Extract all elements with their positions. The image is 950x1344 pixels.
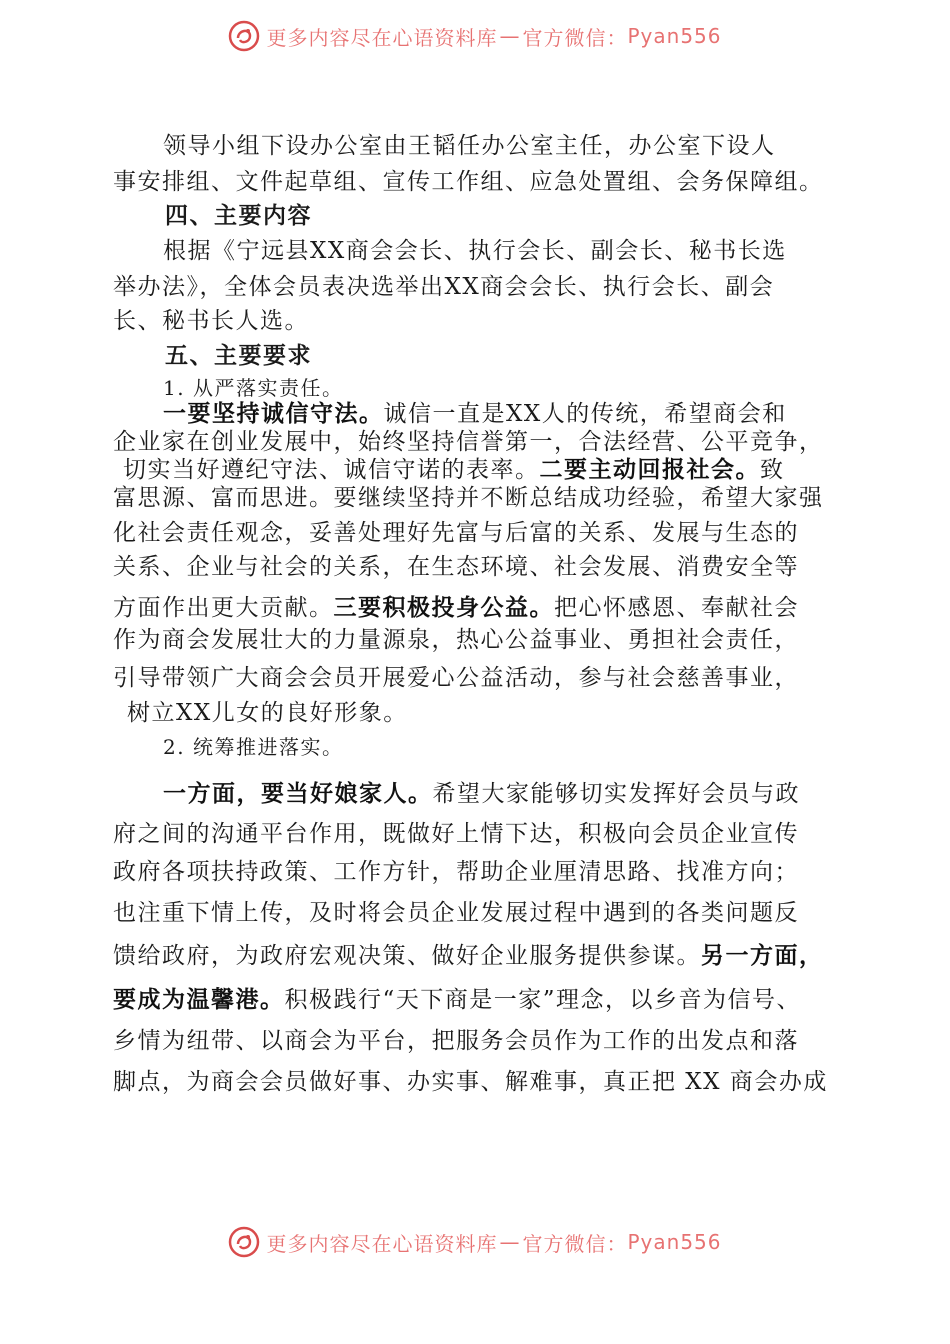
text-run: 五、主要要求	[165, 342, 312, 369]
text-run: 1. 从严落实责任。	[163, 376, 344, 400]
bold-lead-phrase: 一方面，要当好娘家人。	[163, 781, 433, 807]
text-line	[113, 816, 799, 852]
watermark-contact-label: 官方微信：	[522, 25, 628, 50]
text-line	[113, 269, 774, 305]
text-line	[113, 1064, 828, 1100]
text-line	[113, 590, 799, 626]
text-line	[163, 128, 776, 164]
text-run: 希望大家能够切实发挥好会员与政	[432, 781, 800, 807]
text-run: 引导带领广大商会会员开展爱心公益活动，参与社会慈善事业，	[113, 665, 799, 691]
bold-lead-phrase: 一要坚持诚信守法。	[163, 401, 384, 427]
watermark-brand: 更多内容尽在心语资料库	[266, 25, 498, 50]
bold-lead-phrase: 另一方面，	[701, 943, 824, 969]
text-line	[113, 895, 799, 931]
text-line	[163, 776, 800, 812]
text-run: 2. 统筹推进落实。	[163, 735, 344, 759]
section-heading	[165, 198, 312, 234]
brand-logo-icon	[228, 1226, 260, 1258]
text-run: 树立XX儿女的良好形象。	[127, 700, 408, 726]
text-run: 也注重下情上传，及时将会员企业发展过程中遇到的各类问题反	[113, 900, 799, 926]
text-run: 领导小组下设办公室由王韬任办公室主任，办公室下设人	[163, 133, 776, 159]
bold-lead-phrase: 二要主动回报社会。	[539, 457, 760, 483]
text-run: 事安排组、文件起草组、宣传工作组、应急处置组、会务保障组。	[113, 169, 824, 195]
text-line	[127, 695, 408, 731]
watermark-brand: 更多内容尽在心语资料库	[266, 1231, 498, 1256]
brand-logo-icon	[228, 20, 260, 52]
watermark-contact-id: Pyan556	[627, 24, 722, 48]
text-run: 致	[760, 457, 785, 483]
text-run: 作为商会发展壮大的力量源泉，热心公益事业、勇担社会责任，	[113, 627, 799, 653]
text-run: 四、主要内容	[165, 202, 312, 229]
text-run: 长、秘书长人选。	[113, 308, 309, 334]
text-line	[113, 164, 824, 200]
text-line	[113, 1023, 799, 1059]
text-run: 积极践行“天下商是一家”理念，以乡音为信号、	[284, 987, 802, 1013]
watermark-contact-label: 官方微信：	[522, 1231, 628, 1256]
text-run: 府之间的沟通平台作用，既做好上情下达，积极向会员企业宣传	[113, 821, 799, 847]
watermark-footer	[0, 1222, 950, 1262]
section-heading	[165, 338, 312, 374]
text-line	[113, 549, 799, 585]
text-run: 方面作出更大贡献。	[113, 595, 334, 621]
text-run: 乡情为纽带、以商会为平台，把服务会员作为工作的出发点和落	[113, 1028, 799, 1054]
watermark-contact-id: Pyan556	[627, 1230, 722, 1254]
text-run: 诚信一直是XX人的传统，希望商会和	[383, 401, 787, 427]
text-line	[113, 480, 824, 516]
text-line	[113, 660, 799, 696]
subsection-heading	[163, 729, 343, 765]
text-line	[113, 515, 799, 551]
watermark-separator: —	[499, 1230, 521, 1254]
text-run: 关系、企业与社会的关系，在生态环境、社会发展、消费安全等	[113, 554, 799, 580]
watermark-header	[0, 16, 950, 56]
watermark-separator: —	[499, 24, 521, 48]
text-line	[113, 854, 799, 890]
text-run: 政府各项扶持政策、工作方针，帮助企业厘清思路、找准方向；	[113, 859, 799, 885]
text-run: 切实当好遵纪守法、诚信守诺的表率。	[123, 457, 540, 483]
text-run: 把心怀感恩、奉献社会	[554, 595, 799, 621]
text-run: 举办法》，全体会员表决选举出XX商会会长、执行会长、副会	[113, 274, 775, 300]
bold-lead-phrase: 三要积极投身公益。	[333, 595, 554, 621]
text-line	[113, 982, 801, 1018]
text-line	[113, 303, 309, 339]
bold-lead-phrase: 要成为温馨港。	[113, 987, 285, 1013]
text-run: 馈给政府，为政府宏观决策、做好企业服务提供参谋。	[113, 943, 701, 969]
text-run: 脚点，为商会会员做好事、办实事、解难事，真正把 XX 商会办成	[113, 1069, 828, 1095]
text-run: 企业家在创业发展中，始终坚持信誉第一，合法经营、公平竞争，	[113, 429, 824, 455]
text-line	[113, 938, 824, 974]
text-line	[163, 233, 787, 269]
text-run: 化社会责任观念，妥善处理好先富与后富的关系、发展与生态的	[113, 520, 799, 546]
text-run: 富思源、富而思进。要继续坚持并不断总结成功经验，希望大家强	[113, 485, 824, 511]
text-run: 根据《宁远县XX商会会长、执行会长、副会长、秘书长选	[163, 238, 787, 264]
text-line	[113, 622, 799, 658]
